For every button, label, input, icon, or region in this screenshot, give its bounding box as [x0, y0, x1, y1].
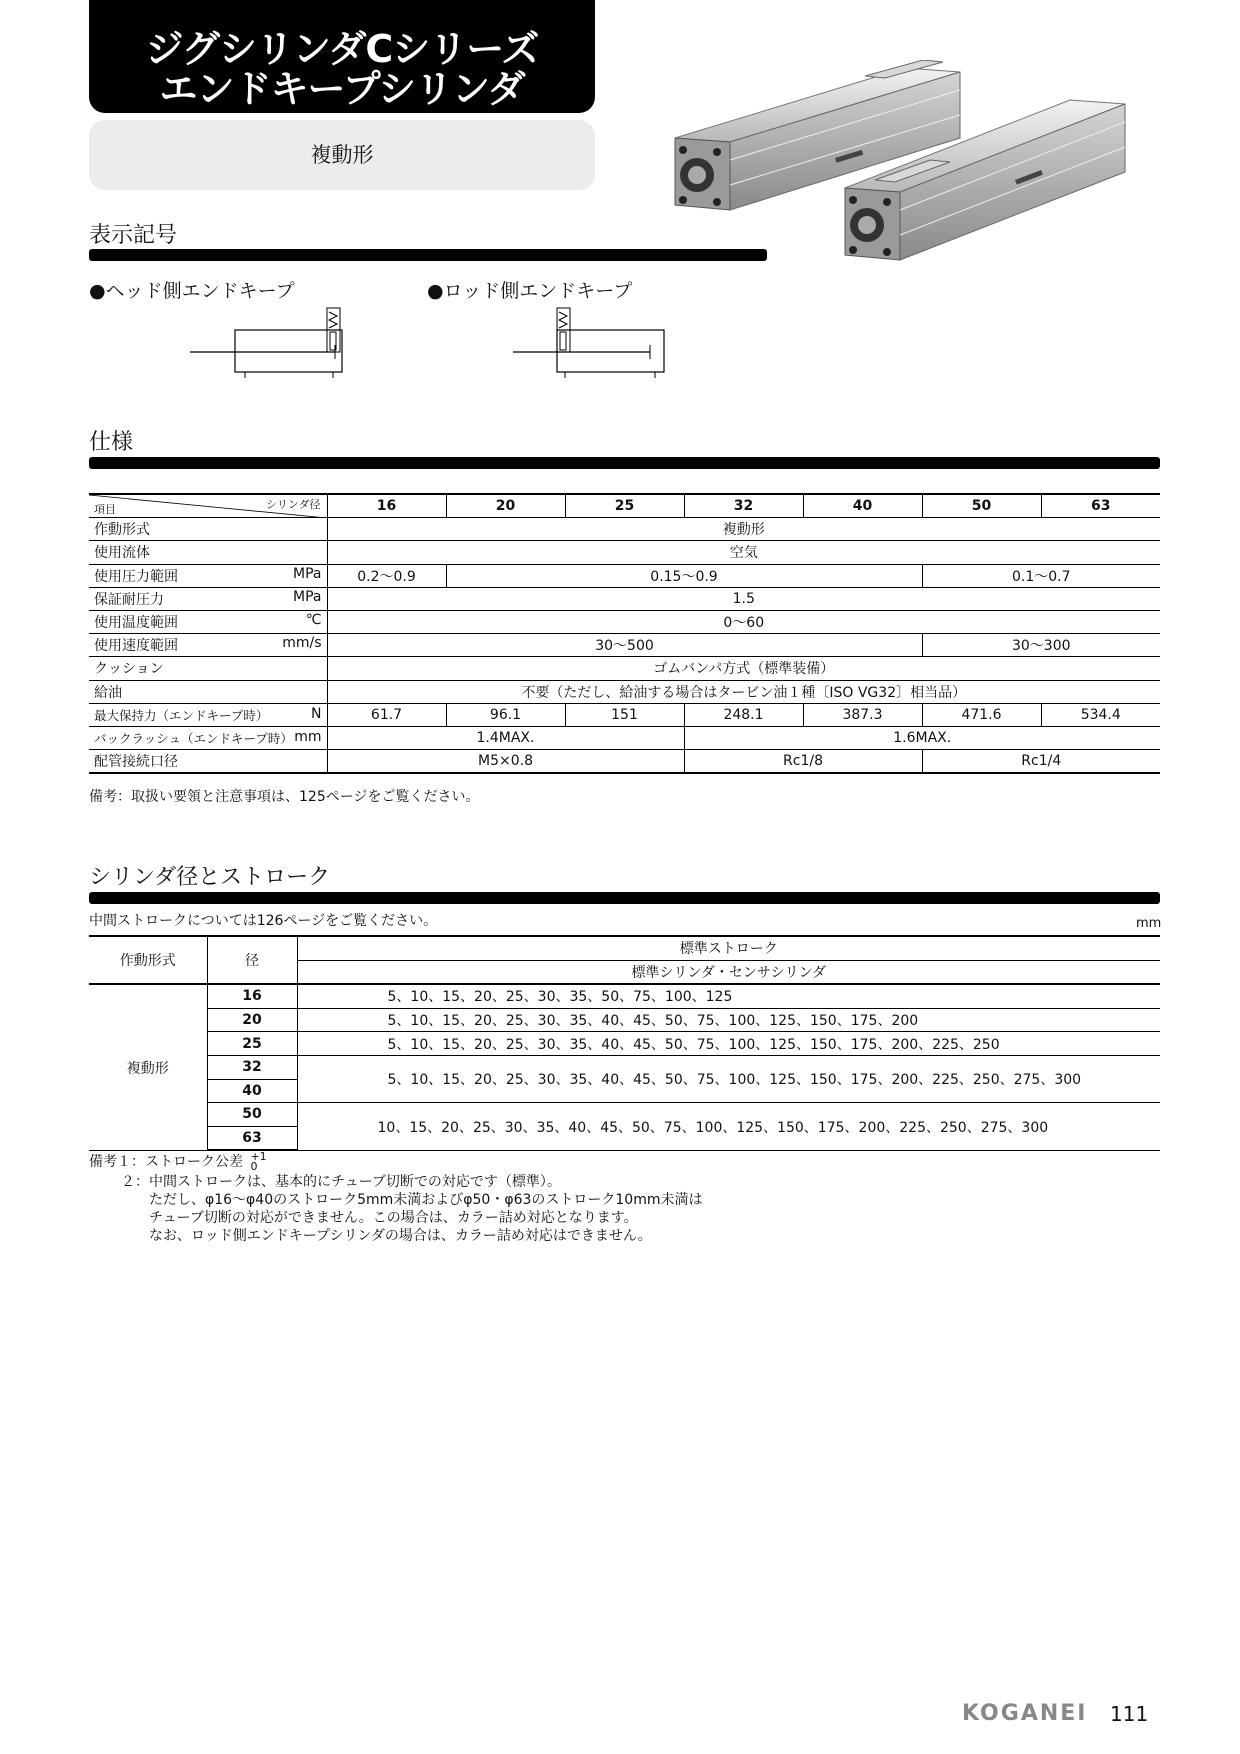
strokes-divider [89, 892, 1160, 904]
spec-row-label [89, 726, 327, 749]
stroke-values: 5、10、15、20、25、30、35、40、45、50、75、100、125、150、175、200、225、250、275、300 [297, 1055, 1160, 1102]
spec-value: 不要（ただし、給油する場合はタービン油１種〔ISO VG32〕相当品） [327, 680, 1160, 703]
spec-row-label [89, 657, 327, 680]
spec-row-label [89, 610, 327, 633]
stroke-note-2-num: ２： [121, 1174, 149, 1190]
spec-value: 30〜300 [922, 634, 1160, 657]
spec-value: 1.6MAX. [684, 726, 1160, 749]
spec-item-name: 配管接続口径 [94, 754, 178, 771]
spec-bore-header: 32 [684, 494, 803, 518]
spec-row [89, 680, 1160, 703]
stroke-values: 10、15、20、25、30、35、40、45、50、75、100、125、150、175、200、225、250、275、300 [297, 1103, 1160, 1151]
spec-item-name: 使用圧力範囲 [94, 568, 178, 585]
spec-row [89, 587, 1160, 610]
spec-value: 0.15〜0.9 [446, 564, 922, 587]
stroke-note-1 [89, 1152, 267, 1172]
stroke-values: 5、10、15、20、25、30、35、50、75、100、125 [297, 984, 1160, 1008]
spec-item-unit: MPa [293, 588, 322, 605]
stroke-note-2 [149, 1173, 702, 1245]
spec-bore-header: 50 [922, 494, 1041, 518]
stroke-bore: 50 [207, 1103, 297, 1127]
spec-value: 534.4 [1041, 703, 1160, 726]
spec-row-label [89, 564, 327, 587]
brand-logo: KOGANEI [962, 1701, 1088, 1726]
spec-item-unit: mm/s [282, 635, 322, 652]
stroke-note-2-line: ただし、φ16〜φ40のストローク5mm未満およびφ50・φ63のストローク10mm未満は [149, 1192, 703, 1208]
spec-value: 0〜60 [327, 610, 1160, 633]
spec-row-label [89, 541, 327, 564]
tolerance-minus: 0 [250, 1160, 258, 1173]
spec-item-unit: N [311, 705, 322, 722]
spec-value: 0.2〜0.9 [327, 564, 446, 587]
spec-value: 96.1 [446, 703, 565, 726]
title-line-1: ジグシリンダCシリーズ [145, 27, 539, 71]
spec-value: 471.6 [922, 703, 1041, 726]
stroke-bore: 25 [207, 1032, 297, 1056]
spec-row-label [89, 750, 327, 774]
spec-value: 0.1〜0.7 [922, 564, 1160, 587]
spec-item-unit: ℃ [305, 612, 322, 629]
spec-value: Rc1/8 [684, 750, 922, 774]
spec-bore-header: 63 [1041, 494, 1160, 518]
spec-item-name: 最大保持力（エンドキープ時） [94, 707, 269, 723]
strokes-title: シリンダ径とストローク [89, 865, 331, 890]
spec-value: 387.3 [803, 703, 922, 726]
spec-value: ゴムバンパ方式（標準装備） [327, 657, 1160, 680]
spec-row [89, 518, 1160, 541]
spec-value: 61.7 [327, 703, 446, 726]
spec-item-name: 作動形式 [94, 522, 150, 539]
stroke-bore: 16 [207, 984, 297, 1008]
spec-bore-header: 25 [565, 494, 684, 518]
spec-row [89, 634, 1160, 657]
stroke-values: 5、10、15、20、25、30、35、40、45、50、75、100、125、150、175、200、225、250 [297, 1032, 1160, 1056]
strokes-intro: 中間ストロークについては126ページをご覧ください。 [89, 913, 438, 929]
specs-divider [89, 457, 1160, 469]
spec-corner-cell [89, 494, 327, 518]
col-sub-header: 標準シリンダ・センサシリンダ [297, 960, 1160, 984]
spec-row-label [89, 703, 327, 726]
head-end-keep-symbol [185, 300, 355, 380]
stroke-note-1-text: 備考１：ストローク公差 [89, 1154, 243, 1170]
spec-row-label [89, 587, 327, 610]
spec-row [89, 541, 1160, 564]
stroke-note-2-line: 中間ストロークは、基本的にチューブ切断での対応です（標準）。 [149, 1174, 561, 1190]
stroke-bore: 63 [207, 1126, 297, 1150]
stroke-type-cell: 複動形 [89, 984, 207, 1150]
spec-value: 248.1 [684, 703, 803, 726]
spec-value: 1.5 [327, 587, 1160, 610]
spec-row [89, 726, 1160, 749]
spec-value: 1.4MAX. [327, 726, 684, 749]
stroke-bore: 20 [207, 1008, 297, 1032]
symbols-title: 表示記号 [89, 223, 178, 248]
stroke-values: 5、10、15、20、25、30、35、40、45、50、75、100、125、150、175、200 [297, 1008, 1160, 1032]
spec-row [89, 657, 1160, 680]
spec-item-name: 給油 [94, 684, 122, 701]
spec-row-label [89, 680, 327, 703]
symbols-divider [89, 249, 767, 261]
col-type-header: 作動形式 [89, 936, 207, 984]
spec-row [89, 610, 1160, 633]
spec-row [89, 703, 1160, 726]
spec-value: Rc1/4 [922, 750, 1160, 774]
stroke-bore: 32 [207, 1055, 297, 1079]
spec-value: M5×0.8 [327, 750, 684, 774]
spec-value: 30〜500 [327, 634, 922, 657]
spec-item-name: クッション [94, 661, 164, 678]
corner-bore-label: シリンダ径 [265, 498, 321, 511]
spec-item-name: 使用速度範囲 [94, 638, 178, 655]
head-end-keep-label: ●ヘッド側エンドキープ [89, 280, 295, 302]
spec-header-row [89, 494, 1160, 518]
corner-item-label: 項目 [94, 503, 116, 517]
spec-row [89, 564, 1160, 587]
spec-item-name: 使用流体 [94, 545, 150, 562]
title-line-2: エンドキープシリンダ [159, 67, 525, 111]
type-box: 複動形 [89, 120, 595, 190]
title-box [89, 0, 595, 113]
spec-bore-header: 20 [446, 494, 565, 518]
spec-row-label [89, 518, 327, 541]
spec-bore-header: 40 [803, 494, 922, 518]
spec-table [89, 493, 1160, 774]
spec-value: 複動形 [327, 518, 1160, 541]
strokes-unit: mm [1136, 916, 1162, 931]
spec-value: 151 [565, 703, 684, 726]
col-std-header: 標準ストローク [297, 936, 1160, 960]
stroke-note-2-line: なお、ロッド側エンドキープシリンダの場合は、カラー詰め対応はできません。 [149, 1228, 652, 1244]
spec-bore-header: 16 [327, 494, 446, 518]
rod-end-keep-symbol [510, 300, 680, 380]
spec-row [89, 750, 1160, 774]
stroke-table [89, 935, 1160, 1151]
spec-note: 備考：取扱い要領と注意事項は、125ページをご覧ください。 [89, 789, 480, 805]
stroke-note-2-line: チューブ切断の対応ができません。この場合は、カラー詰め対応となります。 [149, 1210, 638, 1226]
rod-end-keep-label: ●ロッド側エンドキープ [427, 280, 633, 302]
spec-item-name: 使用温度範囲 [94, 615, 178, 632]
stroke-bore: 40 [207, 1079, 297, 1103]
col-bore-header: 径 [207, 936, 297, 984]
specs-title: 仕様 [89, 430, 134, 455]
spec-item-unit: MPa [293, 565, 322, 582]
spec-item-unit: mm [294, 728, 322, 745]
spec-item-name: 保証耐圧力 [94, 591, 164, 608]
page-number: 111 [1110, 1702, 1149, 1726]
spec-row-label [89, 634, 327, 657]
spec-item-name: バックラッシュ（エンドキープ時） [94, 730, 293, 746]
tolerance-plus: +1 [250, 1150, 267, 1163]
spec-value: 空気 [327, 541, 1160, 564]
